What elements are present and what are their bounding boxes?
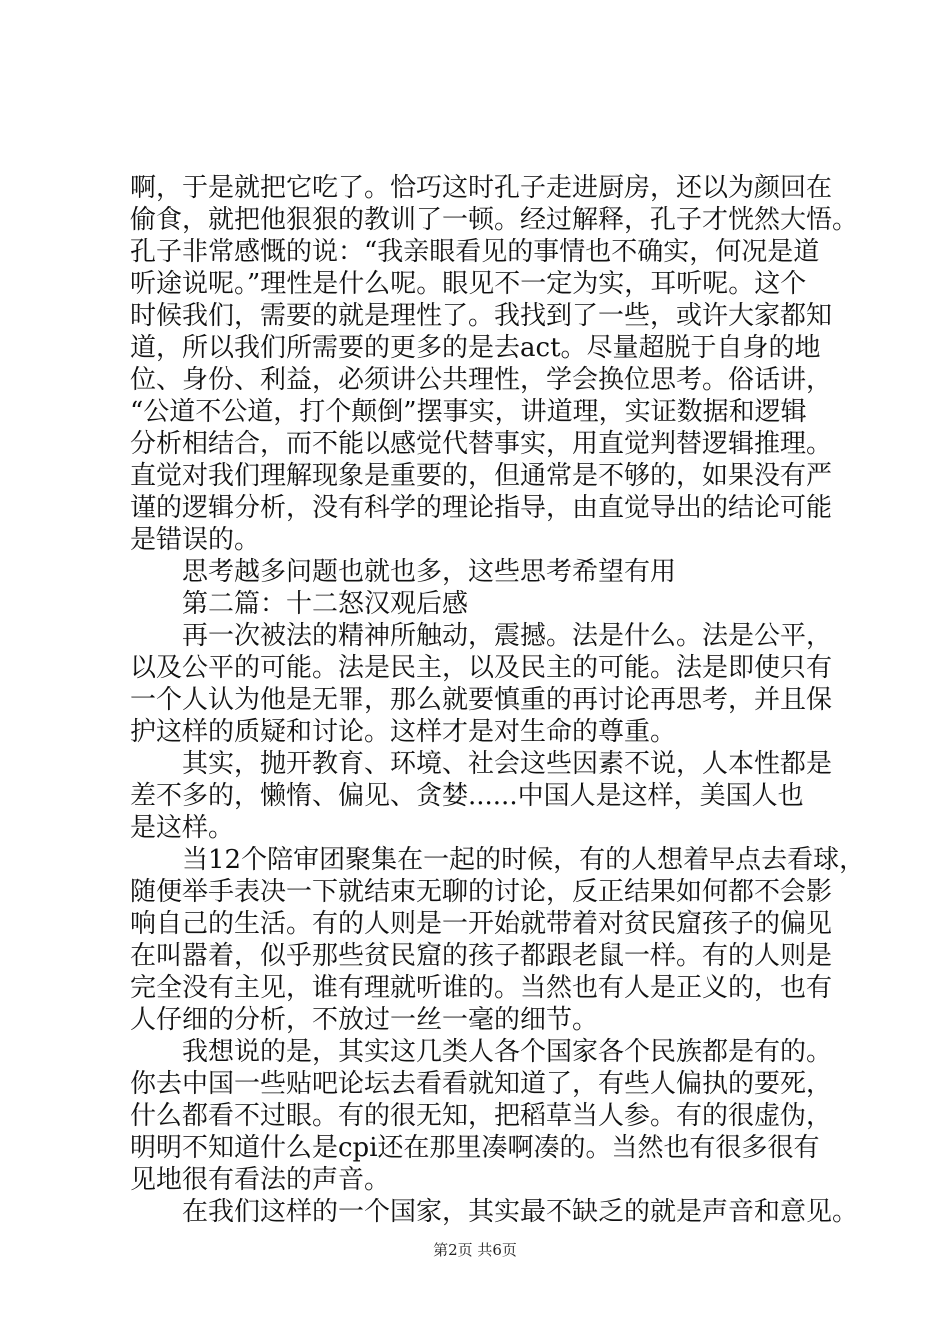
- text-line: 听途说呢。”理性是什么呢。眼见不一定为实，耳听呢。这个: [130, 269, 807, 299]
- paragraph-first-line: 在我们这样的一个国家，其实最不缺乏的就是声音和意见。: [182, 1197, 859, 1227]
- text-line: 什么都看不过眼。有的很无知，把稻草当人参。有的很虚伪，: [130, 1101, 833, 1131]
- text-line: 谨的逻辑分析，没有科学的理论指导，由直觉导出的结论可能: [130, 493, 833, 523]
- document-body: [130, 172, 866, 1228]
- section-heading: 第二篇：十二怒汉观后感: [182, 589, 469, 619]
- paragraph-first-line: 我想说的是，其实这几类人各个国家各个民族都是有的。: [182, 1037, 833, 1067]
- text-line: 你去中国一些贴吧论坛去看看就知道了，有些人偏执的要死，: [130, 1069, 833, 1099]
- text-line: 在叫嚣着，似乎那些贫民窟的孩子都跟老鼠一样。有的人则是: [130, 941, 833, 971]
- page-number-footer: 第2页 共6页: [433, 1241, 517, 1259]
- text-line: 以及公平的可能。法是民主，以及民主的可能。法是即使只有: [130, 653, 833, 683]
- text-line: 位、身份、利益，必须讲公共理性，学会换位思考。俗话讲，: [130, 365, 833, 395]
- text-line: 响自己的生活。有的人则是一开始就带着对贫民窟孩子的偏见: [130, 909, 833, 939]
- text-line: 分析相结合，而不能以感觉代替事实，用直觉判替逻辑推理。: [130, 429, 833, 459]
- text-line: 见地很有看法的声音。: [130, 1165, 391, 1195]
- text-line: 啊，于是就把它吃了。恰巧这时孔子走进厨房，还以为颜回在: [130, 173, 833, 203]
- paragraph-first-line: 再一次被法的精神所触动，震撼。法是什么。法是公平，: [182, 621, 833, 651]
- text-line: 差不多的，懒惰、偏见、贪婪......中国人是这样，美国人也: [130, 781, 804, 811]
- text-line: 一个人认为他是无罪，那么就要慎重的再讨论再思考，并且保: [130, 685, 833, 715]
- text-line: “公道不公道，打个颠倒”摆事实，讲道理，实证数据和逻辑: [130, 397, 807, 427]
- text-line: 偷食，就把他狠狠的教训了一顿。经过解释，孔子才恍然大悟。: [130, 205, 859, 235]
- text-line: 道，所以我们所需要的更多的是去act。尽量超脱于自身的地: [130, 333, 821, 363]
- text-line: 人仔细的分析，不放过一丝一毫的细节。: [130, 1005, 599, 1035]
- text-line: 是这样。: [130, 813, 235, 843]
- text-line: 时候我们，需要的就是理性了。我找到了一些，或许大家都知: [130, 301, 833, 331]
- paragraph-first-line: 其实，抛开教育、环境、社会这些因素不说，人本性都是: [182, 749, 833, 779]
- text-line: 随便举手表决一下就结束无聊的讨论，反正结果如何都不会影: [130, 877, 833, 907]
- text-line: 直觉对我们理解现象是重要的，但通常是不够的，如果没有严: [130, 461, 833, 491]
- text-line: 孔子非常感慨的说：“我亲眼看见的事情也不确实，何况是道: [130, 237, 820, 267]
- text-line: 护这样的质疑和讨论。这样才是对生命的尊重。: [130, 717, 677, 747]
- paragraph-first-line: 思考越多问题也就也多，这些思考希望有用: [182, 557, 677, 587]
- text-line: 完全没有主见，谁有理就听谁的。当然也有人是正义的，也有: [130, 973, 833, 1003]
- text-line: 明明不知道什么是cpi还在那里凑啊凑的。当然也有很多很有: [130, 1133, 820, 1163]
- text-line: 是错误的。: [130, 525, 261, 555]
- paragraph-first-line: 当12个陪审团聚集在一起的时候，有的人想着早点去看球，: [182, 845, 866, 875]
